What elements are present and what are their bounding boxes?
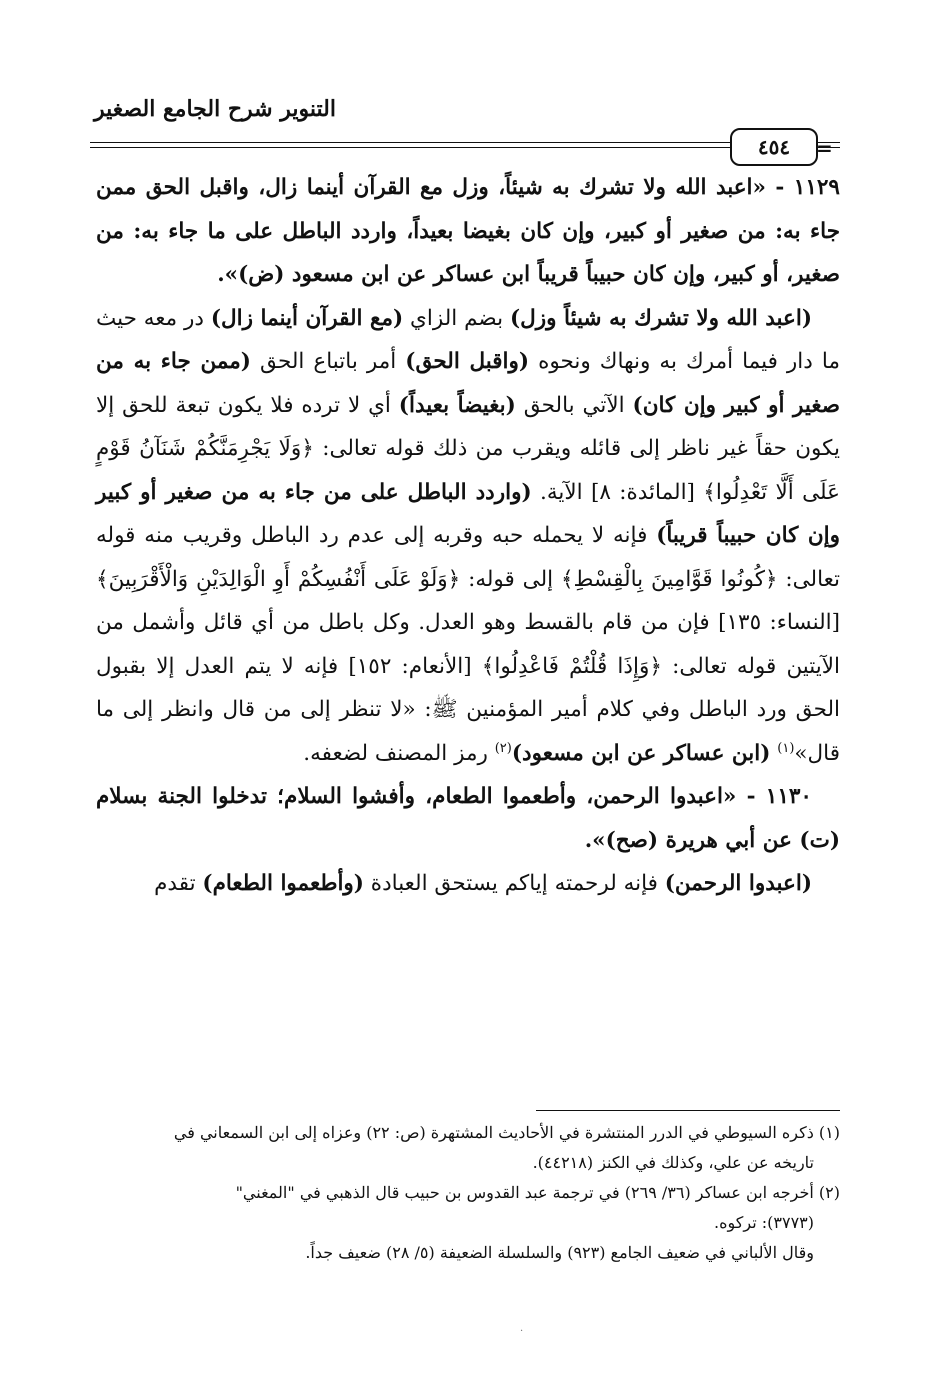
- footnote-2-cont: (٣٧٧٣): تركوه.: [714, 1213, 814, 1232]
- hadith-number: ١١٣٠ -: [746, 784, 812, 809]
- footnote-1: (١) ذكره السيوطي في الدرر المنتشرة في الأحاديث المشتهرة (ص: ٢٢) وعزاه إلى ابن السمعاني في: [173, 1123, 840, 1142]
- commentary-text: در معه حيث ما دار فيما أمرك به ونهاك ونحوه: [96, 305, 840, 374]
- commentary-quote: (ابن عساكر عن ابن مسعود): [511, 740, 771, 766]
- hadith-number: ١١٢٩ -: [775, 175, 840, 200]
- footnote-2: (٢) أخرجه ابن عساكر (٣٦/ ٢٦٩) في ترجمة عبد القدوس بن حبيب قال الذهبي في "المغني": [235, 1183, 840, 1202]
- commentary-quote: (اعبد الله ولا تشرك به شيئاً وزل): [509, 305, 812, 331]
- commentary-text: أمر باتباع الحق: [250, 349, 406, 374]
- hadith-text: «اعبدوا الرحمن، وأطعموا الطعام، وأفشوا السلام؛ تدخلوا الجنة بسلام (ت) عن أبي هريرة (صح)».: [96, 784, 840, 853]
- scan-mark: ·: [520, 1326, 524, 1337]
- header-rule-bottom: [90, 147, 840, 148]
- footnote-ref-2[interactable]: (٢): [494, 740, 512, 756]
- footnotes: [96, 1118, 840, 1268]
- commentary-quote: (اعبدوا الرحمن): [664, 871, 812, 896]
- hadith-1130: [96, 775, 840, 862]
- page-number-mark: =: [816, 136, 833, 160]
- commentary-1130: [96, 862, 840, 906]
- hadith-text: «اعبد الله ولا تشرك به شيئاً، وزل مع القرآن أينما زال، واقبل الحق ممن جاء به: من صغير أو كبير، وإن كان بغيضا بعيداً، واردد الباطل على ما جاء به: من صغير، أو كبير، وإن كان حبيباً قريباً ابن عساكر عن ابن مسعود (ض)».: [96, 175, 840, 287]
- commentary-text: فإنه لرحمته إياكم يستحق العبادة: [363, 871, 665, 896]
- commentary-text: بضم الزاي: [403, 305, 510, 331]
- commentary-quote: (واقبل الحق): [405, 349, 530, 374]
- commentary-quote: (مع القرآن أينما زال): [210, 305, 404, 331]
- page-number: ٤٥٤: [730, 128, 818, 166]
- commentary-text: أي لا ترده فلا يكون تبعة للحق إلا يكون حقاً غير ناظر إلى قائله ويقرب من ذلك قوله تعالى: ﴿وَلَا يَجْرِمَنَّكُمْ شَنَآنُ قَوْمٍ عَلَى أَلَّا تَعْدِلُوا﴾ [المائدة: ٨] الآية.: [96, 392, 840, 505]
- commentary-quote: (واردد الباطل على من جاء به من صغير أو كبير وإن كان حبيباً قريباً): [96, 479, 840, 548]
- footnote-separator: [536, 1110, 840, 1111]
- main-text: [96, 166, 840, 906]
- commentary-quote: (ممن جاء به من صغير أو كبير وإن كان): [96, 349, 840, 418]
- commentary-quote: (وأطعموا الطعام): [202, 871, 364, 896]
- commentary-text: تقدم: [154, 871, 203, 896]
- commentary-text: الآتي بالحق: [515, 392, 633, 418]
- commentary-text: فإنه لا يحمله حبه وقربه إلى عدم رد الباطل وقريب منه قوله تعالى: ﴿كُونُوا قَوَّامِينَ بِالْقِسْطِ﴾ إلى قوله: ﴿وَلَوْ عَلَى أَنْفُسِكُمْ أَوِ الْوَالِدَيْنِ وَالْأَقْرَبِينَ﴾ [النساء: ١٣٥] فإن من قام بالقسط وهو العدل. وكل باطل من أي قائل وأشمل من الآيتين قوله تعالى: ﴿وَإِذَا قُلْتُمْ فَاعْدِلُوا﴾ [الأنعام: ١٥٢] فإنه لا يتم العدل إلا بقبول الحق ورد الباطل وفي كلام أمير المؤمنين ﷺ: «لا تنظر إلى من قال وانظر إلى ما قال»: [96, 523, 841, 766]
- commentary-1129: [96, 297, 840, 776]
- footnote-1-cont: تاريخه عن علي، وكذلك في الكنز (٤٤٢١٨).: [532, 1153, 814, 1172]
- footnote-2-note: وقال الألباني في ضعيف الجامع (٩٢٣) والسلسلة الضعيفة (٥/ ٢٨) ضعيف جداً.: [305, 1243, 814, 1262]
- commentary-quote: (بغيضاً بعيداً): [398, 392, 516, 418]
- running-header-title: التنوير شرح الجامع الصغير: [94, 96, 336, 122]
- footnote-ref-1[interactable]: (١): [777, 740, 795, 756]
- hadith-1129: [96, 166, 840, 297]
- commentary-text: رمز المصنف لضعفه.: [303, 740, 495, 766]
- header-rule-top: [90, 142, 840, 143]
